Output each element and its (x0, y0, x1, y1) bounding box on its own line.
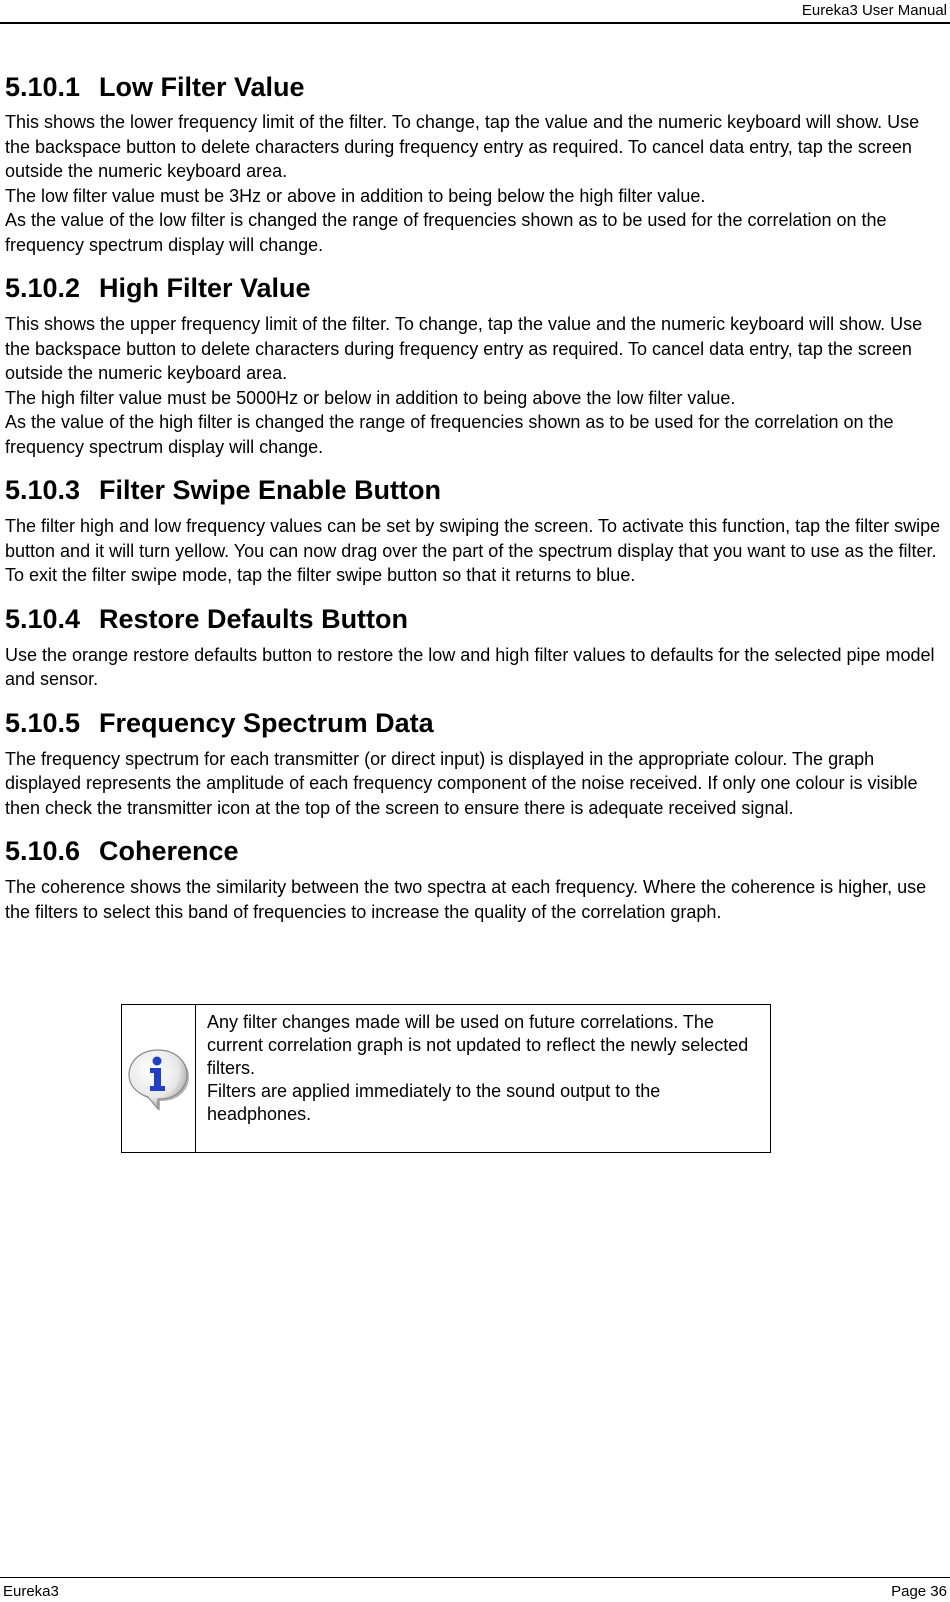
section-heading (5, 271, 945, 305)
section-title: Filter Swipe Enable Button (99, 475, 442, 505)
paragraph: The filter high and low frequency values can be set by swiping the screen. To activate this function, tap the filter swipe button and it will turn yellow. You can now drag over the part of the spectrum display that you want to use as the filter. To exit the filter swipe mode, tap the filter swipe button so that it returns to blue. (5, 516, 941, 585)
info-icon (125, 1046, 191, 1112)
page-header (0, 0, 950, 24)
section-number: 5.10.3 (5, 475, 81, 505)
section-title: Restore Defaults Button (99, 603, 409, 634)
section-frequency-spectrum-data (5, 706, 945, 821)
section-restore-defaults-button (5, 602, 945, 692)
paragraph: The frequency spectrum for each transmitter (or direct input) is displayed in the appropriate colour. The graph displayed represents the amplitude of each frequency component of the noise received. If only one colour is visible then check the transmitter icon at the top of the screen to ensure there is adequate received signal. (5, 748, 918, 818)
section-title: Coherence (99, 836, 239, 866)
note-text (196, 1005, 770, 1152)
paragraph: This shows the lower frequency limit of the filter. To change, tap the value and the numeric keyboard will show. Use the backspace button to delete characters during frequency entry as required. To cancel data entry, tap the screen outside the numeric keyboard area. The low filter value must be 3Hz or above in addition to being below the high filter value. As the value of the low filter is changed the range of frequencies shown as to be used for the correlation on the frequency spectrum display will change. (5, 112, 920, 255)
note-icon-cell (122, 1005, 196, 1152)
section-number: 5.10.5 (5, 707, 81, 738)
page-footer (0, 1577, 950, 1602)
section-number: 5.10.2 (5, 273, 81, 303)
section-heading (5, 70, 945, 104)
footer-product-name: Eureka3 (3, 1583, 59, 1600)
page-content (5, 70, 945, 938)
section-low-filter-value (5, 70, 945, 257)
section-heading (5, 834, 945, 868)
paragraph: Use the orange restore defaults button to restore the low and high filter values to defaults for the selected pipe model and sensor. (5, 644, 935, 689)
section-number: 5.10.1 (5, 72, 81, 102)
section-heading (5, 473, 945, 507)
section-title: Low Filter Value (99, 72, 305, 102)
section-title: High Filter Value (99, 273, 311, 303)
section-filter-swipe-enable-button (5, 473, 945, 588)
section-number: 5.10.6 (5, 836, 81, 866)
section-title: Frequency Spectrum Data (99, 707, 434, 738)
paragraph: This shows the upper frequency limit of the filter. To change, tap the value and the numeric keyboard will show. Use the backspace button to delete characters during frequency entry as required. To cancel data entry, tap the screen outside the numeric keyboard area. The high filter value must be 5000Hz or below in addition to being above the low filter value. As the value of the high filter is changed the range of frequencies shown as to be used for the correlation on the frequency spectrum display will change. (5, 314, 923, 457)
section-heading (5, 602, 945, 636)
note-line: Any filter changes made will be used on future correlations. The current correlation graph is not updated to reflect the newly selected filters. (206, 1012, 749, 1078)
paragraph: The coherence shows the similarity between the two spectra at each frequency. Where the coherence is higher, use the filters to select this band of frequencies to increase the quality of the correlation graph. (5, 877, 927, 922)
section-number: 5.10.4 (5, 603, 81, 634)
page-number: Page 36 (891, 1583, 947, 1600)
section-high-filter-value (5, 271, 945, 459)
note-line: Filters are applied immediately to the sound output to the headphones. (206, 1081, 661, 1124)
document-title: Eureka3 User Manual (801, 2, 947, 19)
info-note-box (121, 1004, 771, 1153)
section-heading (5, 706, 945, 740)
section-coherence (5, 834, 945, 924)
